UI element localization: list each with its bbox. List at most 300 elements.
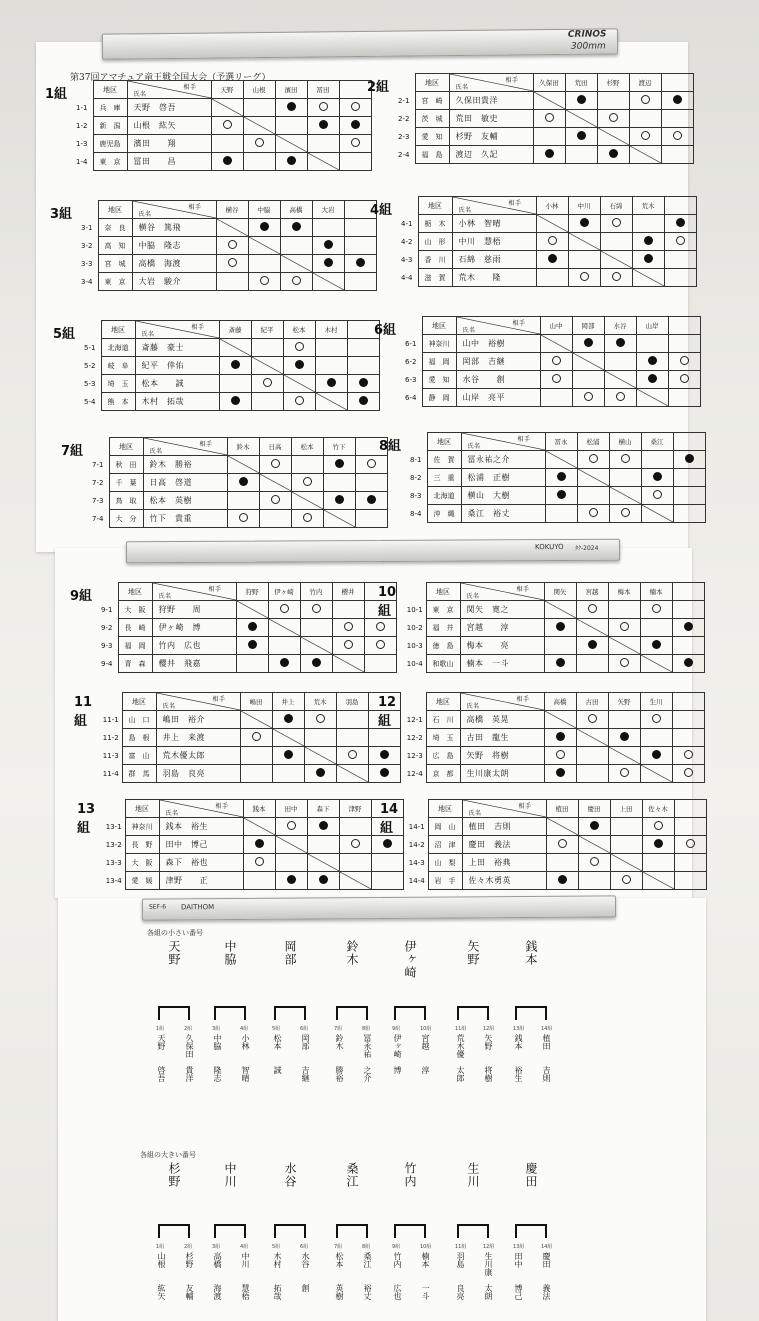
loss-dot-icon [335, 495, 344, 504]
bracket-line [515, 1006, 547, 1020]
name-opponent-header [159, 800, 243, 818]
empty-cell [546, 854, 578, 872]
loss-dot-icon [292, 222, 301, 231]
opponent-col-header: 中脇 [248, 201, 280, 219]
player-area: 広 島 [426, 747, 460, 765]
table-row [396, 233, 696, 251]
opponent-col-header: 大岩 [312, 201, 344, 219]
diagonal-slash [244, 818, 275, 835]
win-circle-icon [652, 604, 661, 613]
table-row [87, 492, 387, 510]
player-no: 14-3 [408, 858, 425, 867]
group-number-label: 5組 [272, 1244, 281, 1250]
loss-dot-icon [684, 658, 693, 667]
player-name: 荒田 敏史 [449, 110, 533, 128]
empty-cell [268, 637, 300, 655]
table-row [103, 818, 403, 836]
win-circle-icon [621, 508, 630, 517]
opponent-col-header: 岡部 [572, 317, 604, 335]
empty-cell [339, 818, 371, 836]
result-cell [636, 371, 668, 389]
diagonal-slash [281, 255, 312, 272]
result-cell [227, 510, 259, 528]
loss-dot-icon [248, 640, 257, 649]
player-area: 奈 良 [98, 219, 132, 237]
opponent-header: 相手 [212, 696, 226, 703]
win-circle-icon [367, 459, 376, 468]
result-cell [533, 110, 565, 128]
diagonal-slash [601, 251, 632, 268]
win-circle-icon [312, 604, 321, 613]
player-area: 青 森 [118, 655, 152, 673]
player-area: 富 山 [122, 747, 156, 765]
player-area: 北海道 [101, 339, 135, 357]
self-cell [243, 818, 275, 836]
table-row [103, 836, 403, 854]
diagonal-slash [547, 818, 578, 835]
player-name: 高橋 海渡 [132, 255, 216, 273]
league-table [393, 73, 694, 164]
result-cell [259, 492, 291, 510]
result-cell [672, 655, 704, 673]
win-circle-icon [303, 477, 312, 486]
player-area: 香 川 [418, 251, 452, 269]
win-circle-icon [319, 102, 328, 111]
self-cell [572, 353, 604, 371]
loss-dot-icon [319, 120, 328, 129]
result-cell [608, 655, 640, 673]
league-table [96, 582, 397, 673]
result-cell [597, 110, 629, 128]
table-row [404, 637, 704, 655]
league-table [404, 582, 705, 673]
result-cell [642, 818, 674, 836]
winner-name: 慶田 [524, 1162, 538, 1188]
player-no: 1-3 [76, 139, 88, 148]
self-cell [259, 474, 291, 492]
win-circle-icon [588, 714, 597, 723]
player-area: 栃 木 [418, 215, 452, 233]
opponent-col-header: 小林 [536, 197, 568, 215]
win-circle-icon [271, 495, 280, 504]
player-no: 6-3 [405, 375, 417, 384]
table-row [396, 215, 696, 233]
player-area: 三 重 [427, 469, 461, 487]
self-cell [568, 233, 600, 251]
result-cell [600, 269, 632, 287]
name-opponent-header [452, 197, 536, 215]
bracket-surname: 山根 [157, 1252, 166, 1268]
result-cell [568, 215, 600, 233]
opponent-col-header: 狩野 [236, 583, 268, 601]
player-name: 石綿 慈雨 [452, 251, 536, 269]
opponent-col-header: 櫻井 [332, 583, 364, 601]
table-row [405, 505, 705, 523]
self-cell [304, 747, 336, 765]
opponent-col-header: 松本 [291, 438, 323, 456]
name-header: 氏名 [158, 593, 172, 600]
bracket-surname: 羽島 [456, 1252, 465, 1268]
player-no: 6-4 [405, 393, 417, 402]
win-circle-icon [612, 218, 621, 227]
player-name: 古田 龍生 [460, 729, 544, 747]
league-table [71, 80, 372, 171]
diagonal-slash [276, 836, 307, 853]
bracket-given-name: 吉則 [542, 1066, 551, 1082]
group-1 [47, 80, 343, 171]
name-header: 氏名 [141, 331, 155, 338]
empty-cell [240, 765, 272, 783]
player-area: 宮 崎 [415, 92, 449, 110]
empty-cell [668, 335, 700, 353]
loss-dot-icon [584, 338, 593, 347]
table-row [405, 487, 705, 505]
empty-cell [240, 747, 272, 765]
player-name: 大岩 駿介 [132, 273, 216, 291]
self-cell [600, 251, 632, 269]
loss-dot-icon [620, 732, 629, 741]
self-cell [544, 601, 576, 619]
bracket-line [158, 1006, 190, 1020]
name-opponent-header [462, 800, 546, 818]
player-no: 5-1 [84, 343, 96, 352]
result-cell [636, 353, 668, 371]
loss-dot-icon [558, 875, 567, 884]
diagonal-slash [305, 747, 336, 764]
loss-dot-icon [648, 374, 657, 383]
result-cell [339, 135, 371, 153]
bracket-surname: 竹内 [393, 1252, 402, 1268]
loss-dot-icon [644, 236, 653, 245]
opponent-col-header: 冨永 [545, 433, 577, 451]
player-name: 小林 智晴 [452, 215, 536, 233]
loss-dot-icon [685, 454, 694, 463]
result-cell [544, 729, 576, 747]
loss-dot-icon [284, 750, 293, 759]
bracket-line [394, 1006, 426, 1020]
bracket-given-name: 拓哉 [273, 1284, 282, 1300]
bracket-given-name: 之介 [363, 1066, 372, 1082]
win-circle-icon [589, 454, 598, 463]
area-header: 地区 [426, 583, 460, 601]
win-circle-icon [344, 622, 353, 631]
result-cell [268, 601, 300, 619]
win-circle-icon [552, 374, 561, 383]
opponent-header: 相手 [505, 77, 519, 84]
player-name: 竹内 広也 [152, 637, 236, 655]
player-no: 9-2 [101, 623, 113, 632]
empty-cell [578, 872, 610, 890]
empty-cell [315, 357, 347, 375]
self-cell [565, 110, 597, 128]
bracket-line [214, 1224, 246, 1238]
empty-cell [216, 273, 248, 291]
win-circle-icon [552, 356, 561, 365]
result-cell [578, 818, 610, 836]
empty-cell [300, 619, 332, 637]
diagonal-slash [573, 353, 604, 370]
result-cell [640, 747, 672, 765]
opponent-col-header: 嶋田 [240, 693, 272, 711]
player-area: 和歌山 [426, 655, 460, 673]
name-header: 氏名 [468, 810, 482, 817]
group-10 [380, 582, 676, 673]
opponent-col-header: 田中 [275, 800, 307, 818]
bracket-surname: 桑江 [363, 1252, 372, 1268]
win-circle-icon [684, 750, 693, 759]
loss-dot-icon [316, 768, 325, 777]
result-cell [629, 128, 661, 146]
diagonal-slash [284, 375, 315, 392]
group-11 [76, 692, 372, 783]
result-cell [283, 339, 315, 357]
win-circle-icon [641, 131, 650, 140]
opponent-col-header: 山中 [540, 317, 572, 335]
diagonal-slash [641, 655, 672, 672]
empty-cell [608, 711, 640, 729]
area-header: 地区 [98, 201, 132, 219]
result-cell [629, 92, 661, 110]
loss-dot-icon [319, 875, 328, 884]
result-cell [544, 747, 576, 765]
result-cell [251, 375, 283, 393]
empty-cell [610, 836, 642, 854]
loss-dot-icon [231, 396, 240, 405]
loss-dot-icon [616, 338, 625, 347]
bracket-line [274, 1224, 306, 1238]
player-area: 滋 賀 [418, 269, 452, 287]
empty-cell [664, 269, 696, 287]
loss-dot-icon [556, 622, 565, 631]
player-no: 7-2 [92, 478, 104, 487]
area-header: 地区 [118, 583, 152, 601]
opponent-header: 相手 [512, 320, 526, 327]
bracket-surname: 中脇 [213, 1034, 222, 1050]
player-no: 1-1 [76, 103, 88, 112]
player-area: 高 知 [98, 237, 132, 255]
table-row [79, 393, 379, 411]
name-opponent-header [127, 81, 211, 99]
player-area: 島 根 [122, 729, 156, 747]
empty-cell [674, 818, 706, 836]
empty-cell [608, 601, 640, 619]
empty-cell [673, 487, 705, 505]
player-area: 愛 知 [415, 128, 449, 146]
winner-name: 水谷 [283, 1162, 297, 1188]
group-number-label: 4組 [240, 1244, 249, 1250]
bracket-surname: 慶田 [542, 1252, 551, 1268]
player-name: 森下 裕也 [159, 854, 243, 872]
result-cell [661, 128, 693, 146]
result-cell [336, 747, 368, 765]
empty-cell [572, 371, 604, 389]
player-name: 紀平 倖佑 [135, 357, 219, 375]
opponent-col-header: 鈴木 [227, 438, 259, 456]
result-cell [307, 99, 339, 117]
result-cell [546, 872, 578, 890]
opponent-col-header: 荒田 [565, 74, 597, 92]
self-cell [307, 854, 339, 872]
opponent-col-header: 関矢 [544, 583, 576, 601]
player-area: 鳥 取 [109, 492, 143, 510]
empty-cell [227, 492, 259, 510]
bracket-surname: 生川康 [484, 1252, 493, 1276]
diagonal-slash [577, 729, 608, 746]
table-row [96, 655, 396, 673]
result-cell [307, 818, 339, 836]
opponent-col-header: 楠本 [640, 583, 672, 601]
empty-cell [577, 487, 609, 505]
player-area: 静 岡 [422, 389, 456, 407]
empty-cell [661, 110, 693, 128]
winner-name: 天野 [167, 940, 181, 966]
area-header: 地区 [125, 800, 159, 818]
result-cell [323, 492, 355, 510]
bracket-surname: 鈴木 [335, 1034, 344, 1050]
ruler-brand: CRINOS [567, 29, 607, 40]
player-name: 日高 啓道 [143, 474, 227, 492]
win-circle-icon [348, 750, 357, 759]
area-header: 地区 [93, 81, 127, 99]
bracket-given-name: 誠 [273, 1066, 282, 1074]
diagonal-slash [212, 99, 243, 116]
result-cell [545, 469, 577, 487]
result-cell [332, 637, 364, 655]
result-cell [211, 153, 243, 171]
result-cell [275, 153, 307, 171]
opponent-col-header: 生川 [640, 693, 672, 711]
group-number-label: 13組 [513, 1026, 525, 1032]
result-cell [283, 357, 315, 375]
result-cell [572, 389, 604, 407]
ruler-top [102, 28, 618, 59]
empty-cell [332, 601, 364, 619]
diagonal-slash [244, 117, 275, 134]
loss-dot-icon [609, 149, 618, 158]
opponent-col-header: 山岸 [636, 317, 668, 335]
opponent-col-header: 竹下 [323, 438, 355, 456]
opponent-col-header: 古田 [576, 693, 608, 711]
league-table [76, 200, 377, 291]
table-row [76, 273, 376, 291]
diagonal-slash [273, 729, 304, 746]
self-cell [578, 836, 610, 854]
table-row [103, 854, 403, 872]
winner-name: 桑江 [345, 1162, 359, 1188]
player-name: 渡辺 久記 [449, 146, 533, 164]
opponent-col-header: 森下 [307, 800, 339, 818]
loss-dot-icon [590, 821, 599, 830]
result-cell [275, 872, 307, 890]
player-name: 山岸 亮平 [456, 389, 540, 407]
table-row [404, 619, 704, 637]
opponent-col-header: 佐々木 [642, 800, 674, 818]
player-no: 4-4 [401, 273, 413, 282]
bracket-surname: 天野 [157, 1034, 166, 1050]
result-cell [609, 505, 641, 523]
diagonal-slash [577, 619, 608, 636]
player-name: 中脇 隆志 [132, 237, 216, 255]
bracket-line [158, 1224, 190, 1238]
empty-cell [307, 836, 339, 854]
opponent-header: 相手 [516, 586, 530, 593]
result-cell [568, 269, 600, 287]
player-no: 5-4 [84, 397, 96, 406]
diagonal-slash [630, 146, 661, 163]
result-cell [609, 451, 641, 469]
bracket-given-name: 裕丈 [363, 1284, 372, 1300]
bracket-surname: 松本 [335, 1252, 344, 1268]
player-no: 5-3 [84, 379, 96, 388]
result-cell [219, 357, 251, 375]
player-no: 13-1 [105, 822, 122, 831]
player-area: 東 京 [426, 601, 460, 619]
ruler-middle-brand: KOKUYO [534, 543, 564, 552]
loss-dot-icon [231, 360, 240, 369]
self-cell [219, 339, 251, 357]
self-cell [243, 117, 275, 135]
result-cell [283, 393, 315, 411]
loss-dot-icon [588, 640, 597, 649]
winner-name: 銭本 [524, 940, 538, 966]
diagonal-slash [252, 357, 283, 374]
name-header: 氏名 [458, 207, 472, 214]
result-cell [312, 237, 344, 255]
player-name: 中川 慧梧 [452, 233, 536, 251]
player-area: 埼 玉 [101, 375, 135, 393]
result-cell [240, 729, 272, 747]
diagonal-slash [292, 492, 323, 509]
self-cell [211, 99, 243, 117]
diagonal-slash [579, 836, 610, 853]
table-row [393, 146, 693, 164]
extra-col-header [673, 433, 705, 451]
player-no: 3-1 [81, 223, 93, 232]
empty-cell [251, 339, 283, 357]
result-cell [577, 505, 609, 523]
result-cell [243, 135, 275, 153]
loss-dot-icon [653, 472, 662, 481]
bracket-surname: 植田 [542, 1034, 551, 1050]
table-row [87, 456, 387, 474]
table-row [79, 375, 379, 393]
result-cell [536, 251, 568, 269]
empty-cell [636, 335, 668, 353]
group-number-label: 12組 [483, 1026, 495, 1032]
group-label: 1組 [45, 87, 68, 102]
table-row [100, 765, 400, 783]
opponent-col-header: 井上 [272, 693, 304, 711]
result-cell [272, 747, 304, 765]
player-no: 14-2 [408, 840, 425, 849]
group-number-label: 10組 [420, 1244, 432, 1250]
bracket-given-name: 貴洋 [185, 1066, 194, 1082]
league-table [79, 320, 380, 411]
league-table [405, 432, 706, 523]
win-circle-icon [652, 714, 661, 723]
win-circle-icon [228, 258, 237, 267]
win-circle-icon [223, 120, 232, 129]
loss-dot-icon [654, 839, 663, 848]
win-circle-icon [255, 857, 264, 866]
diagonal-slash [269, 619, 300, 636]
loss-dot-icon [359, 396, 368, 405]
empty-cell [248, 255, 280, 273]
opponent-col-header: 渡辺 [629, 74, 661, 92]
result-cell [533, 146, 565, 164]
result-cell [672, 619, 704, 637]
diagonal-slash [534, 92, 565, 109]
